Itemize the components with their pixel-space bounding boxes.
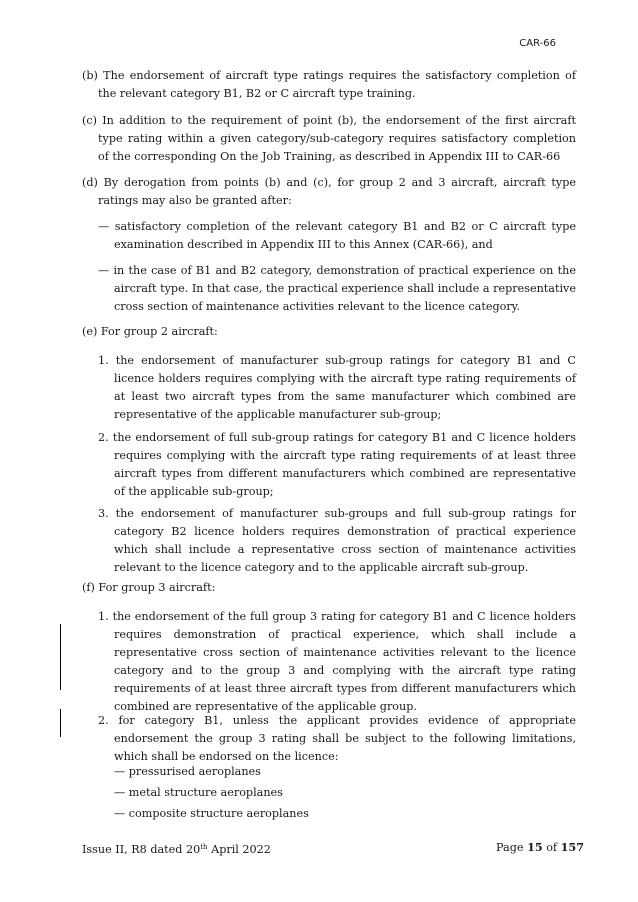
paragraph-f: (f) For group 3 aircraft: [82,581,216,594]
paragraph-b: (b) The endorsement of aircraft type ratings requires the satisfactory completion of the relevant category B1, B2 or C aircraft type training. [82,69,576,100]
limitation-item: — composite structure aeroplanes [114,807,309,820]
page-current: 15 [527,840,543,854]
paragraph-d-item-1: — satisfactory completion of the relevant category B1 and B2 or C aircraft type examination described in Appendix III to this Annex (CAR-66), and [98,220,576,251]
paragraph-e-item-1: 1. the endorsement of manufacturer sub-group ratings for category B1 and C licence holders requires complying with the aircraft type rating requirements of at least two aircraft types from the same manufacturer which combined are representative of the applicable manufacturer sub-group; [98,354,576,421]
paragraph-e-item-2: 2. the endorsement of full sub-group ratings for category B1 and C licence holders requires complying with the aircraft type rating requirements of at least three aircraft types from different manufacturers which combined are representative of the applicable sub-group; [98,431,576,498]
paragraph-e: (e) For group 2 aircraft: [82,325,218,338]
page-total: 157 [560,840,584,854]
paragraph-d: (d) By derogation from points (b) and (c), for group 2 and 3 aircraft, aircraft type ratings may also be granted after: [82,176,576,207]
issue-superscript: th [200,843,208,851]
revision-change-bar [60,709,61,737]
issue-suffix: April 2022 [207,843,271,856]
page-number [496,838,584,857]
revision-change-bar [60,624,61,690]
page-label: Page [496,841,528,854]
paragraph-f-item-1: 1. the endorsement of the full group 3 rating for category B1 and C licence holders requires demonstration of practical experience, which shall include a representative cross section of maintenance activities relevant to the licence category and to the group 3 and complying with the aircraft type rating requirements of at least three aircraft types from different manufacturers which combined are representative of the applicable group. [98,610,576,713]
paragraph-f-item-2: 2. for category B1, unless the applicant provides evidence of appropriate endorsement the group 3 rating shall be subject to the following limitations, which shall be endorsed on the licence: [98,714,576,763]
paragraph-c: (c) In addition to the requirement of point (b), the endorsement of the first aircraft type rating within a given category/sub-category requires satisfactory completion of the corresponding On the Job Training, as described in Appendix III to CAR-66 [82,114,576,163]
issue-prefix: Issue II, R8 dated 20 [82,843,201,856]
document-code: CAR-66 [519,38,556,49]
limitation-item: — metal structure aeroplanes [114,786,283,799]
limitation-item: — pressurised aeroplanes [114,765,261,778]
paragraph-e-item-3: 3. the endorsement of manufacturer sub-groups and full sub-group ratings for category B2 licence holders requires demonstration of practical experience which shall include a representative cross section of maintenance activities relevant to the licence category and to the applicable aircraft sub-group. [98,507,576,574]
issue-date [82,838,271,859]
paragraph-d-item-2: — in the case of B1 and B2 category, demonstration of practical experience on the aircraft type. In that case, the practical experience shall include a representative cross section of maintenance activities relevant to the licence category. [98,264,576,313]
page-of: of [542,841,561,854]
